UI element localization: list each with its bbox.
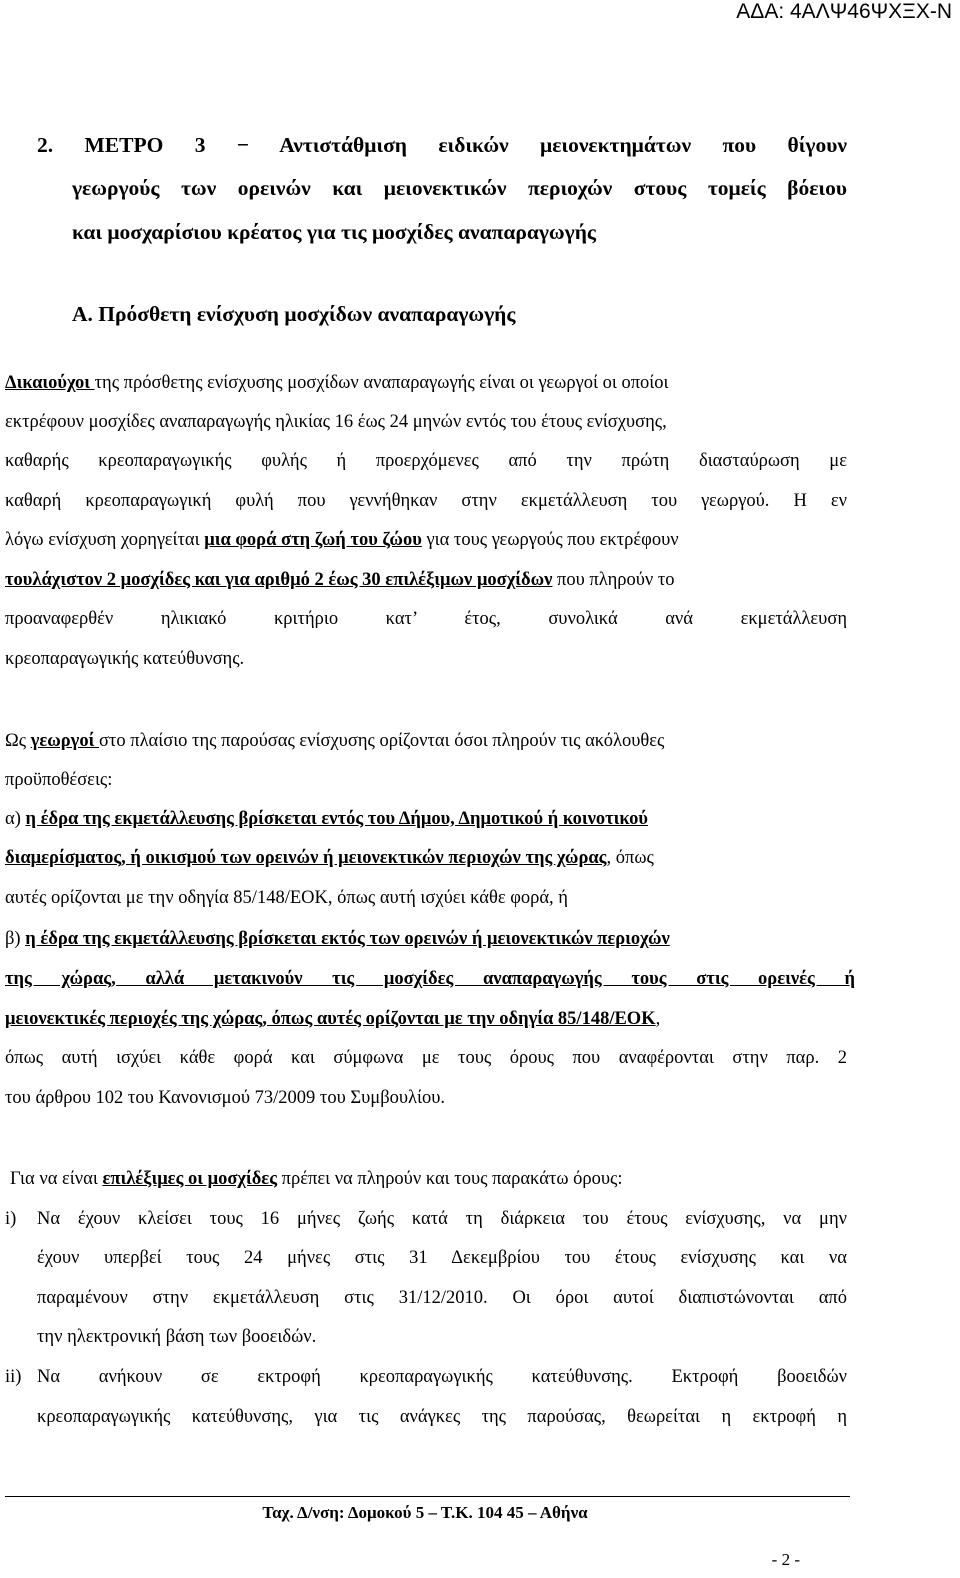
item-b-text-cont: μειονεκτικές περιοχές της χώρας, όπως αυτές ορίζονται με την οδηγία 85/148/ΕΟΚ	[5, 1009, 656, 1029]
item-i-line-1: Να έχουν κλείσει τους 16 μήνες ζωής κατά τη διάρκεια του έτους ενίσχυσης, να μην	[37, 1209, 847, 1229]
p1-line-1	[5, 372, 669, 394]
minimum-heifers: τουλάχιστον 2 μοσχίδες και για αριθμό 2 έως 30 επιλέξιμων μοσχίδων	[5, 570, 553, 590]
footer-divider	[5, 1496, 850, 1497]
p2-line-1-a: Ως	[5, 731, 31, 751]
p2-b-line-2: της χώρας, αλλά μετακινούν τις μοσχίδες αναπαραγωγής τους στις ορεινές ή	[5, 969, 855, 989]
p2-b-line-3	[5, 1008, 660, 1030]
item-ii-line-1: Να ανήκουν σε εκτροφή κρεοπαραγωγικής κατεύθυνσης. Εκτροφή βοοειδών	[37, 1367, 847, 1387]
footer-address: Ταχ. Δ/νση: Δομοκού 5 – Τ.Κ. 104 45 – Αθήνα	[262, 1503, 588, 1522]
item-i-marker: i)	[5, 1209, 17, 1229]
item-a-text: η έδρα της εκμετάλλευσης βρίσκεται εντός του Δήμου, Δημοτικού ή κοινοτικού	[25, 809, 648, 829]
item-ii-marker: ii)	[5, 1367, 22, 1387]
item-i-line-3: παραμένουν στην εκμετάλλευση στις 31/12/2010. Οι όροι αυτοί διαπιστώνονται από	[37, 1288, 847, 1308]
p1-line-6-b: που πληρούν το	[552, 570, 675, 590]
once-in-lifetime: μια φορά στη ζωή του ζώου	[204, 530, 422, 550]
farmers-term: γεωργοί	[30, 731, 99, 751]
p1-line-6	[5, 569, 675, 591]
p2-a-line-1	[5, 808, 648, 830]
p2-line-1-c: στο πλαίσιο της παρούσας ενίσχυσης ορίζονται όσοι πληρούν τις ακόλουθες	[98, 731, 665, 751]
p1-line-5	[5, 529, 679, 551]
item-ii-line-2: κρεοπαραγωγικής κατεύθυνσης, για τις ανάγκες της παρούσας, θεωρείται η εκτροφή η	[37, 1407, 847, 1427]
p1-line-3: καθαρής κρεοπαραγωγικής φυλής ή προερχόμενες από την πρώτη διασταύρωση με	[5, 451, 847, 471]
p2-b-line-5: του άρθρου 102 του Κανονισμού 73/2009 του Συμβουλίου.	[5, 1088, 445, 1108]
p2-line-1	[5, 730, 664, 752]
p2-line-2: προϋποθέσεις:	[5, 770, 113, 790]
p3-line-1-c: πρέπει να πληρούν και τους παρακάτω όρους:	[277, 1169, 623, 1189]
heading-line-1: 2. ΜΕΤΡΟ 3 − Αντιστάθμιση ειδικών μειονεκτημάτων που θίγουν	[37, 133, 847, 157]
page-number: - 2 -	[771, 1550, 800, 1569]
item-i-line-2: έχουν υπερβεί τους 24 μήνες στις 31 Δεκεμβρίου του έτους ενίσχυσης και να	[37, 1248, 847, 1268]
p2-a-line-2	[5, 847, 654, 869]
item-a-marker: α)	[5, 809, 26, 829]
item-b-text: η έδρα της εκμετάλλευσης βρίσκεται εκτός των ορεινών ή μειονεκτικών περιοχών	[25, 929, 670, 949]
subheading: Α. Πρόσθετη ενίσχυση μοσχίδων αναπαραγωγής	[72, 302, 516, 326]
p1-line-2: εκτρέφουν μοσχίδες αναπαραγωγής ηλικίας 16 έως 24 μηνών εντός του έτους ενίσχυσης,	[5, 412, 667, 432]
p2-b-line-1	[5, 928, 670, 950]
p1-line-5-a: λόγω ενίσχυση χορηγείται	[5, 530, 205, 550]
item-b-marker: β)	[5, 929, 26, 949]
heading-line-3: και μοσχαρίσιου κρέατος για τις μοσχίδες αναπαραγωγής	[72, 220, 596, 244]
item-b-comma: ,	[655, 1009, 661, 1029]
item-a-text-cont: διαμερίσματος, ή οικισμού των ορεινών ή μειονεκτικών περιοχών της χώρας	[5, 848, 607, 868]
p1-line-7: προαναφερθέν ηλικιακό κριτήριο κατ’ έτος, συνολικά ανά εκμετάλλευση	[5, 609, 847, 629]
p2-b-line-4: όπως αυτή ισχύει κάθε φορά και σύμφωνα με τους όρους που αναφέρονται στην παρ. 2	[5, 1048, 847, 1068]
p3-line-1	[10, 1168, 622, 1190]
p3-line-1-a: Για να είναι	[10, 1169, 103, 1189]
beneficiaries-term: Δικαιούχοι	[5, 373, 95, 393]
item-a-tail: , όπως	[606, 848, 654, 868]
eligible-heifers-term: επιλέξιμες οι μοσχίδες	[102, 1169, 278, 1189]
heading-line-2: γεωργούς των ορεινών και μειονεκτικών περιοχών στους τομείς βόειου	[72, 176, 847, 200]
p2-a-line-3: αυτές ορίζονται με την οδηγία 85/148/ΕΟΚ, όπως αυτή ισχύει κάθε φορά, ή	[5, 888, 568, 908]
p1-line-1-text: της πρόσθετης ενίσχυσης μοσχίδων αναπαραγωγής είναι οι γεωργοί οι οποίοι	[94, 373, 669, 393]
p1-line-8: κρεοπαραγωγικής κατεύθυνσης.	[5, 649, 245, 669]
p1-line-4: καθαρή κρεοπαραγωγική φυλή που γεννήθηκαν στην εκμετάλλευση του γεωργού. Η εν	[5, 491, 847, 511]
p1-line-5-c: για τους γεωργούς που εκτρέφουν	[421, 530, 679, 550]
ada-code: ΑΔΑ: 4ΑΛΨ46ΨΧΞΧ-Ν	[736, 0, 952, 23]
item-i-line-4: την ηλεκτρονική βάση των βοοειδών.	[37, 1327, 317, 1347]
